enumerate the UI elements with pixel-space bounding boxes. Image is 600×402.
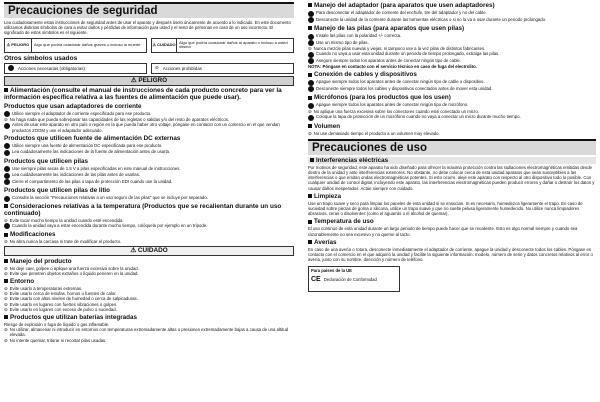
baterias-intro: Riesgo de explosión o fuga de líquido o gas inflamable. [4, 322, 110, 328]
prohibited-icon: ⊘ [4, 217, 8, 223]
list-item: Desconecte la unidad de la corriente durante las tormentas eléctricas o si no la va a usar durante un periodo prolongado. [308, 17, 596, 24]
list-item: Antes de usar este aparato en otro país o región en la que pueda haber otro voltaje, póngase en contacto con un comercio en el que vendan productos ZOOM y use el adaptador adecuado. [4, 122, 294, 132]
cuidado-tag: ⚠ CUIDADO [152, 39, 177, 52]
list-item: Lea cuidadosamente las indicaciones de las pilas antes de usarlas. [4, 172, 294, 179]
prohibited-icon: ⊘ [4, 270, 8, 276]
manejo-title: Manejo del producto [4, 258, 294, 265]
prohibited-icon: ⊘ [155, 65, 159, 71]
temperatura-uso-title: Temperatura de uso [308, 218, 596, 225]
list-item: ⊘ Evite usarlo en lugares con fuertes vibraciones o golpes. [4, 301, 118, 307]
prohibited-icon: ⊘ [4, 291, 8, 297]
averias-title: Averías [308, 239, 596, 246]
list-item: Use un mismo tipo de pilas. [308, 40, 596, 47]
section-square-icon [308, 73, 312, 77]
adaptadores-title: Productos que usan adaptadores de corriente [4, 102, 142, 110]
pilas-manejo-title: Manejo de las pilas (para aparatos que usen pilas) [308, 25, 596, 32]
litio-title: Productos que utilicen pilas de litio [4, 187, 111, 195]
prohibited-actions-box: ⊘ Acciones prohibidas [151, 63, 294, 74]
alimentacion-heading: Alimentación (consulte el manual de instrucciones de cada producto concreto para ver la información específica relativa a las fuentes de alimentación que puede usar). [4, 86, 282, 101]
required-action-icon [4, 196, 10, 202]
prohibited-icon: ⊘ [4, 337, 8, 343]
section-square-icon [308, 220, 312, 224]
list-item: ⊘ Evite tocar mucho tiempo la unidad cuando esté encendida. [4, 217, 124, 223]
list-item: Asegure siempre todos los aparatos antes de conectar ningún tipo de cable. [308, 58, 596, 65]
list-item: ⊘ Evite que penetren objetos extraños o líquido peneren en la unidad. [4, 270, 139, 276]
caution-legend [4, 38, 294, 53]
required-action-icon [8, 65, 14, 71]
right-column [308, 0, 596, 402]
peligro-legend-text: Algo que podría ocasionar daños graves o incluso la muerte [34, 41, 141, 47]
list-item: ⊘ No haga nada que pueda sobrepasar las capacidades de las regletas o salidas y/o del resto de aparatos eléctricos. [4, 117, 230, 123]
prohibited-icon: ⊘ [308, 46, 312, 51]
required-action-icon [4, 223, 10, 229]
limpieza-title: Limpieza [308, 193, 596, 200]
eu-row [311, 276, 397, 283]
list-item: Desconecte siempre todos los cables y dispositivos conectados antes de mover esta unidad. [308, 86, 596, 93]
list-item: ⊘ No aplique una fuerza excesiva sobre los conectores cuando esté conectado un micro. [308, 108, 479, 114]
prohibited-icon: ⊘ [308, 130, 312, 136]
interferencias-title: Interferencias eléctricas [308, 157, 596, 164]
cables-title: Conexión de cables y dispositivos [308, 71, 596, 78]
section-square-icon [308, 194, 312, 198]
baterias-title: Productos que utilizan baterías integradas [4, 314, 294, 321]
cuidado-band: ⚠ CUIDADO [4, 246, 294, 256]
section-square-icon [4, 204, 8, 208]
peligro-tag: ⚠ PELIGRO [5, 39, 32, 52]
symbols-row [4, 63, 294, 74]
warning-triangle-icon: ⚠ [6, 41, 11, 47]
list-item: Utilice siempre una fuente de alimentación DC especificada para ese producto. [4, 143, 294, 150]
prohibited-icon: ⊘ [4, 306, 8, 312]
list-item: ⊘ No utilizar, almacenar ni introducir en entornos con temperaturas extremadamente altas o presiones extremadamente bajas a causa de una altitud elevada. [4, 327, 289, 338]
list-item: Apague siempre todos los aparatos antes de conectar ningún tipo de micrófono. [308, 102, 596, 109]
interferencias-text: Por motivos de seguridad, este aparato ha sido diseñado para ofrecer la máxima protección contra las radiaciones electromagnéticas emitidas desde dentro de la unidad y ante interferencias exteriores. No obstante, no debe colocar cerca de esta unidad aparatos que sean susceptibles a las interferencias o que emitan ondas electromagnéticas potentes. Si esto ocurre, aleje este aparato con respecto al otro dispositivo todo lo posible. Con cualquier unidad de control digital, incluyendo este aparato, las interferencias electromagnéticas pueden producir errores y dañar o destruir los datos y causar daños inesperados. Actúe siempre con cuidado. [308, 164, 595, 191]
other-symbols-title: Otros símbolos usados [4, 54, 78, 62]
section-square-icon [308, 124, 312, 128]
prohibited-icon: ⊘ [4, 286, 8, 292]
list-item: ⊘ Nunca mezcle pilas nuevas y viejas, ni tampoco use a la vez pilas de distintos fabricantes. [308, 46, 486, 51]
list-item: Coloque la tapa de protección de un micrófono cuando no vaya a conectar un micro durante mucho tiempo. [308, 114, 596, 121]
modificaciones-title: Modificaciones [4, 231, 294, 238]
section-square-icon [4, 315, 8, 319]
section-square-icon [4, 279, 8, 283]
list-item: Cuando no vaya a usar esta unidad durante un periodo de tiempo prolongado, extraiga las pilas. [308, 51, 596, 58]
peligro-legend-box [4, 38, 147, 53]
required-action-icon [4, 150, 10, 156]
eu-conformity-box [308, 266, 400, 292]
list-item: Cuando la unidad vaya a estar encendida durante mucho tiempo, colóquela por ejemplo en un trípode. [4, 223, 294, 230]
caution-triangle-icon: ⚠ [152, 41, 156, 47]
safety-title: Precauciones de seguridad [4, 2, 294, 18]
adaptador-title: Manejo del adaptador (para aparatos que usen adaptadores) [308, 2, 596, 9]
temperatura-uso-text: El uso continuo de esta unidad durante un largo periodo de tiempo puede hacer que se recaliente. Esto es algo normal siempre y cuando sea razonablemente no sea excesivo y no queme al tacto. [308, 226, 578, 237]
section-square-icon [308, 26, 312, 30]
list-item: Instale las pilas con la polaridad +/- correcta. [308, 33, 596, 40]
required-action-icon [308, 34, 314, 40]
section-square-icon [4, 88, 8, 92]
list-item: ⊘ Evite usarlo a temperaturas extremas. [4, 286, 83, 292]
list-item: Para desconectar el adaptador de corriente del enchufe, tire del adaptador y no del cable. [308, 10, 596, 17]
volumen-title: Volumen [308, 123, 596, 130]
required-action-icon [308, 86, 314, 92]
section-square-icon [4, 259, 8, 263]
entorno-title: Entorno [4, 278, 294, 285]
list-item: ⊘ Evite usarlo con altos niveles de humedad o cerca de salpicaduras. [4, 296, 138, 302]
left-column [4, 0, 294, 402]
prohibited-icon: ⊘ [4, 239, 8, 245]
section-square-icon [308, 240, 312, 244]
list-item: Lea cuidadosamente las indicaciones de la fuente de alimentación antes de usarla. [4, 149, 294, 156]
section-square-icon [308, 3, 312, 7]
limpieza-text: Use un trapo suave y seco para limpiar los paneles de esta unidad si se ensucian. Si es necesario, humedezca ligeramente el trapo. En caso de suciedad sobre piezas de goma o silicona, utilice un trapo suave y que no suelte pelusa ligeramente humedecido. No utilice nunca limpiadores abrasivos, ceras o disolventes (como el aguarrás o el alcohol de quemar). [308, 200, 583, 217]
list-item: ⊘ Evite usarlo en lugares con exceso de polvo o suciedad. [4, 306, 117, 312]
list-item: Utilice siempre el adaptador de corriente especificado para ese producto. [4, 111, 294, 118]
peligro-band: ⚠ PELIGRO [4, 76, 294, 86]
prohibited-icon: ⊘ [4, 117, 8, 123]
list-item: Apague siempre todos los aparatos antes de conectar ningún tipo de cable o dispositivo. [308, 79, 596, 86]
required-action-icon [4, 123, 10, 129]
cuidado-legend-text: Algo que podría ocasionar daños al aparato o incluso a usted mismo [178, 39, 288, 50]
microfonos-title: Micrófonos (para los productos que los usen) [308, 94, 596, 101]
safety-intro: Lea cuidadosamente estas instrucciones de seguridad antes de usar el aparato y después úselo únicamente de acuerdo a lo indicado. En este documento utilizamos distintos símbolos de cara a evitar daños y pérdidas de información para usted y el resto de personas en caso de un uso incorrecto. El significado de estos símbolos es el siguiente. [4, 20, 291, 36]
eu-title: Para países de la UE [311, 268, 352, 274]
required-action-icon [308, 11, 314, 17]
section-square-icon [4, 233, 8, 237]
averias-text: En caso de una avería o rotura, desconecte inmediatamente el adaptador de corriente, apague la unidad y desconecte todos los cables. Póngase en contacto con el comercio en el que adquirió la unidad y facilite la siguiente información: modelo, número de serie y datos concretos relativos al error o avería, junto con su nombre, dirección y número de teléfono. [308, 246, 593, 263]
section-square-icon [310, 158, 314, 162]
cuidado-legend-box [151, 38, 294, 53]
required-action-icon [308, 17, 314, 23]
prohibited-icon: ⊘ [308, 108, 312, 114]
list-item: Cierre el compartimento de las pilas o tapa de protección EDI cuando use la unidad. [4, 179, 294, 186]
prohibited-icon: ⊘ [4, 296, 8, 302]
dc-title: Productos que utilicen fuente de alimentación DC externas [4, 134, 181, 142]
required-action-icon [308, 52, 314, 58]
required-action-icon [308, 80, 314, 86]
list-item: ⊘ No use demasiado tiempo el producto a un volumen muy elevado. [308, 130, 440, 136]
required-actions-box: Acciones necesarias (obligatorias) [4, 63, 147, 74]
pilas-title: Productos que utilicen pilas [4, 157, 88, 165]
temperatura-heading: Consideraciones relativas a la temperatura (Productos que se recalientan durante un uso continuado) [4, 202, 282, 217]
list-item: Use siempre pilas secas de 1.5 V a pilas especificadas en este manual de instrucciones. [4, 166, 294, 173]
ce-mark-icon: CE [311, 276, 321, 284]
list-item: ⊘ No deje caer, golpee o aplique una fuerza excesiva sobre la unidad. [4, 265, 139, 271]
required-action-icon [4, 173, 10, 179]
list-item: ⊘ No intente quemar, triturar ni recortar pilas usadas. [4, 337, 107, 343]
required-action-icon [308, 115, 314, 121]
section-square-icon [308, 96, 312, 100]
list-item: ⊘ Evite usarlo cerca de estufas, hornos u fuentes de calor. [4, 291, 117, 297]
prohibited-icon: ⊘ [4, 327, 8, 333]
nota-text: NOTA: Póngase en contacto con el servicio técnico en caso de fuga del electrolito. [308, 64, 477, 70]
uso-title: Precauciones de uso [308, 139, 596, 155]
list-item: Consulte la sección "Precauciones relativas a un uso seguro de las pilas" que se incluye por separado. [4, 195, 294, 202]
required-action-icon [4, 179, 10, 185]
prohibited-icon: ⊘ [4, 301, 8, 307]
eu-declaration-text: Declaración de Conformidad [323, 277, 377, 283]
list-item: ⊘ No abra nunca la carcasa ni trate de modificar el producto. [4, 239, 122, 245]
prohibited-icon: ⊘ [4, 265, 8, 271]
